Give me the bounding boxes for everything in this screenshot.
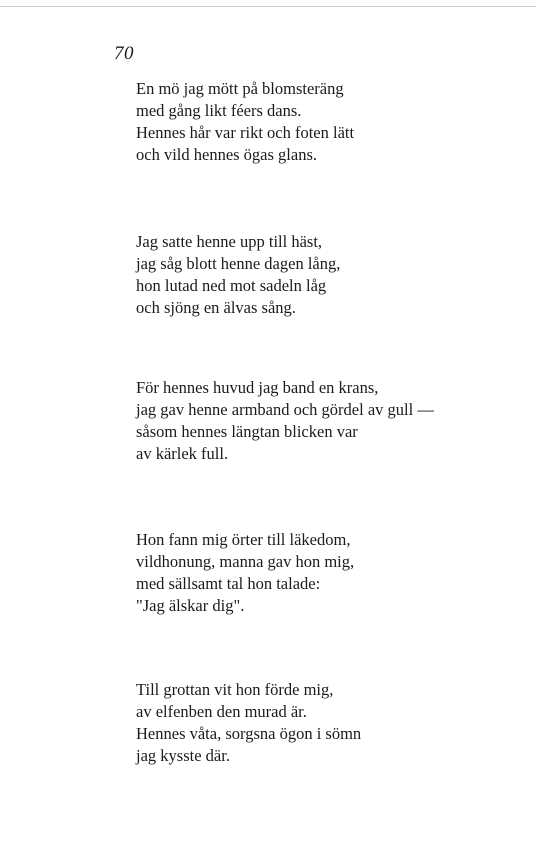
poem-line: För hennes huvud jag band en krans, [136,378,379,397]
poem-line: "Jag älskar dig". [136,596,245,615]
poem-line: med gång likt féers dans. [136,101,302,120]
poem-line: Hennes våta, sorgsna ögon i sömn [136,724,362,743]
stanza-1 [136,78,354,166]
poem-line: med sällsamt tal hon talade: [136,574,321,593]
poem-line: jag gav henne armband och gördel av gull — [136,400,434,419]
poem-line: En mö jag mött på blomsteräng [136,79,344,98]
stanza-4 [136,529,354,617]
poem-line: Hennes hår var rikt och foten lätt [136,123,355,142]
poem-line: av elfenben den murad är. [136,702,307,721]
poem-line: Jag satte henne upp till häst, [136,232,323,251]
stanza-2 [136,231,340,319]
stanza-5 [136,679,361,767]
poem-line: såsom hennes längtan blicken var [136,422,358,441]
poem-line: Hon fann mig örter till läkedom, [136,530,351,549]
poem-line: av kärlek full. [136,444,229,463]
poem-line: hon lutad ned mot sadeln låg [136,276,327,295]
poem-line: jag såg blott henne dagen lång, [136,254,341,273]
top-rule [0,6,536,7]
poem-line: och vild hennes ögas glans. [136,145,318,164]
poem-line: och sjöng en älvas sång. [136,298,296,317]
stanza-3 [136,377,434,465]
page-number: 70 [114,43,134,64]
poem-line: jag kysste där. [136,746,230,765]
poem-line: vildhonung, manna gav hon mig, [136,552,355,571]
poem-line: Till grottan vit hon förde mig, [136,680,334,699]
